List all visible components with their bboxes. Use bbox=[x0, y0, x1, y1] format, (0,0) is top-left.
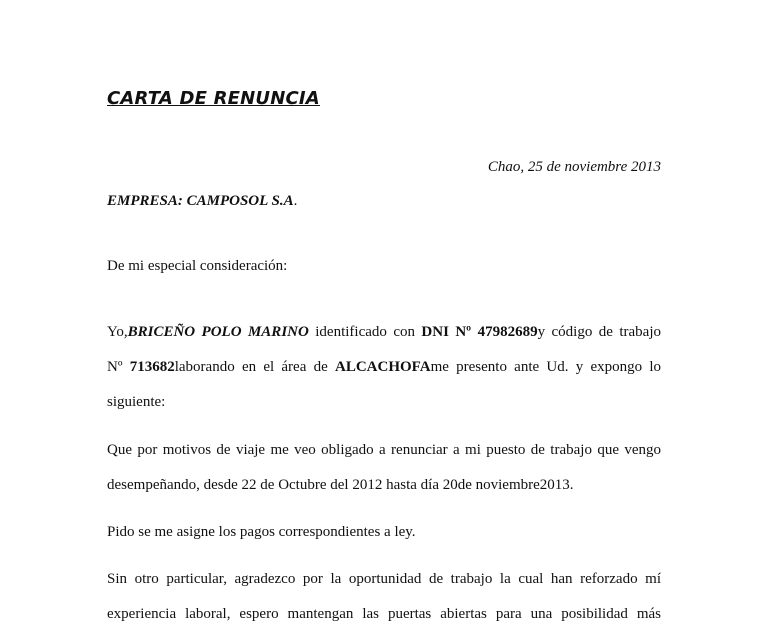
paragraph-line bbox=[107, 350, 661, 385]
paragraph-closing bbox=[107, 562, 661, 630]
work-code: 713682 bbox=[129, 359, 175, 375]
dni-label: DNI Nº bbox=[421, 324, 472, 340]
paragraph-identification bbox=[107, 315, 661, 420]
company-line bbox=[107, 193, 297, 210]
company-suffix: . bbox=[293, 193, 298, 209]
text-work-code: y código de trabajo bbox=[537, 324, 661, 340]
paragraph-line: desempeñando, desde 22 de Octubre del 2012 hasta día 20de noviembre2013. bbox=[107, 477, 574, 493]
letter-date: Chao, 25 de noviembre 2013 bbox=[487, 159, 661, 175]
text-yo: Yo, bbox=[107, 324, 128, 340]
paragraph-line: siguiente: bbox=[107, 394, 166, 410]
paragraph-line: Pido se me asigne los pagos correspondientes a ley. bbox=[107, 524, 416, 540]
employee-name: BRICEÑO POLO MARINO bbox=[127, 324, 309, 340]
work-area: ALCACHOFA bbox=[335, 359, 431, 375]
dni-value: 47982689 bbox=[477, 324, 538, 340]
text-number-sign: Nº bbox=[107, 359, 130, 375]
paragraph-line: Sin otro particular, agradezco por la oportunidad de trabajo la cual han reforzado mí bbox=[107, 571, 661, 587]
text-identified: identificado con bbox=[308, 324, 422, 340]
paragraph-line: Que por motivos de viaje me veo obligado a renunciar a mi puesto de trabajo que vengo bbox=[107, 442, 661, 458]
text-working-area: laborando en el área de bbox=[174, 359, 335, 375]
salutation: De mi especial consideración: bbox=[107, 258, 288, 274]
paragraph-reason bbox=[107, 433, 661, 503]
paragraph-line: experiencia laboral, espero mantengan las puertas abiertas para una posibilidad más bbox=[107, 606, 661, 622]
paragraph-line bbox=[107, 315, 661, 350]
text-present: me presento ante Ud. y expongo lo bbox=[430, 359, 662, 375]
paragraph-payments bbox=[107, 515, 661, 550]
company-name: EMPRESA: CAMPOSOL S.A bbox=[107, 193, 294, 209]
letter-title: CARTA DE RENUNCIA bbox=[107, 88, 320, 109]
